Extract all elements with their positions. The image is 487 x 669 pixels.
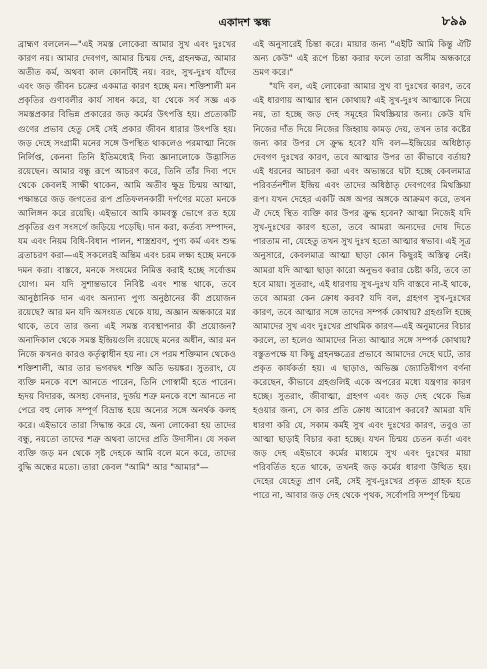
text-columns xyxy=(18,38,471,503)
page-header xyxy=(18,10,471,32)
paragraph: ব্রাহ্মণ বললেন—"এই সমস্ত লোকেরা আমার সুখ এবং দুঃখের কারণ নয়। আমার দেবগণ, আমার চিন্ময় দেহ, গ্রহনক্ষত্র, আমার অতীত কর্ম, অথবা কাল কোনটিই নয়। বরং, সুখ-দুঃখ যাঁদের এবং জড় জীবন চক্রের একমাত্র কারণ হচ্ছে মন। শক্তিশালী মন প্রকৃতির গুণাবলীর কার্য সাধন করে, যা থেকে সর্ব সজ্ঞ এক সমস্তপ্রকার বিভিন্ন প্রকারের জড় কর্মের উৎপত্তি হয়। প্রত্যেকটি গুণের প্রভাব হেতু সেই সেই প্রকার জীবন ধারার উৎপত্তি হয়। জড় দেহে সংগ্রামী মনের সঙ্গে উপস্থিত থাকলেও পরমাত্মা নিজে নির্লিপ্ত, কেননা তিনি ইতিমধ্যেই দিব্য জ্ঞানালোকে উদ্ভাসিত রয়েছেন। আমার বন্ধু রূপে আচরণ করে, তিনি তাঁর দিব্য পদে থেকে কেবলই সাক্ষী থাকেন, আমি অতীব ক্ষুদ্র চিন্ময় আত্মা, পক্ষান্তরে জড় জগতের রূপ প্রতিফলনকারী দর্পণের মতো মনকে আলিঙ্গন করে রয়েছি। এইভাবে আমি কামবস্তু ভোগে রত হয়ে প্রকৃতির গুণ সংসর্গে জড়িয়ে পড়েছি। দান করা, কর্তব্য সম্পাদন, যম এবং নিয়ম বিধি-বিধান পালন, শাস্ত্রশ্রবণ, পুণ্য কর্ম এবং শুদ্ধ ব্রতাচরণ করা—এই সকলেরই অন্তিম এবং চরম লক্ষ্য হচ্ছে মনকে দমন করা। বাস্তবে, মনকে সংযমের নিমিত্ত করাই হচ্ছে সর্বোত্তম যোগ। মন যদি সুশান্তভাবে নিবিষ্ট এবং শান্ত থাকে, তবে আনুষ্ঠানিক দান এবং অন্যান্য পুণ্য অনুষ্ঠানের কী প্রয়োজন রয়েছে? আর মন যদি অসংযত থেকে যায়, অজ্ঞান অন্ধকারে মগ্ন থাকে, তবে তার জন্য এই সমস্ত ব্যবস্থাপনার কী প্রয়োজন? অনাদিকাল থেকে সমস্ত ইন্দ্রিয়গুলি রয়েছে মনের অধীন, আর মন নিজে কখনও কারও কর্তৃত্বাধীন হয় না। সে পরম শক্তিমান থেকেও শক্তিশালী, আর তার ভগবদ্বৎ শক্তি অতি ভয়ঙ্কর। সুতরাং, যে ব্যক্তি মনকে বশে আনতে পারেন, তিনি গোস্বামী হতে পারেন। হৃদয় বিদারক, অসহ্য বেদনার, দুর্জয় শত্রু মনকে বশে আনতে না পেরে বহু লোক সম্পূর্ণ বিভ্রান্ত হয়ে অন্যের সঙ্গে অনর্থক কলহ করে। এইভাবে তারা সিদ্ধান্ত করে যে, অন্য লোকেরা হয় তাদের বন্ধু, নয়তো তাদের শত্রু অথবা তাদের প্রতি উদাসীন। যে সকল ব্যক্তি জড় মন থেকে সৃষ্ট দেহকে আমি বলে মনে করে, তাদের বুদ্ধি অন্ধের মতো। তারা কেবল "আমি" আর "আমার"— xyxy=(18,40,236,473)
left-column xyxy=(18,38,236,503)
paragraph: "যদি বল, এই লোকেরা আমার সুখ বা দুঃখের কারণ, তবে এই ধারণায় আত্মার স্থান কোথায়? এই সুখ-দুঃখ আত্মাকে নিয়ে নয়, তা হচ্ছে জড় দেহ সমূহের মিথস্ক্রিয়ার জন্য। কেউ যদি নিজের দাঁত দিয়ে নিজের জিহ্বায় কামড় দেয়, তখন তার কষ্টের জন্য কার উপর সে ক্রুদ্ধ হবে? যদি বল—ইন্দ্রিয়ের অধিষ্ঠাতৃ দেবগণ দুঃখের কারণ, তবে আত্মার উপর তা কীভাবে বর্তায়? এই ধরনের আচরণ করা এবং অভ্যন্তরে ঘটা হচ্ছে কেবলমাত্র পরিবর্তনশীল ইন্দ্রিয় এবং তাদের অধিষ্ঠাতৃ দেবগণের মিথস্ক্রিয়া রূপ। যখন দেহের একটি অঙ্গ অপর অঙ্গকে আক্রমণ করে, তখন ঐ দেহে স্থিত ব্যক্তি কার উপর ক্রুদ্ধ হবেন? আত্মা নিজেই যদি সুখ-দুঃখের কারণ হতো, তবে আমরা অন্যদের দোষ দিতে পারতাম না, যেহেতু তখন সুখ দুঃখ হতো আত্মার স্বভাব। এই সূত্র অনুসারে, কেবলমাত্র আত্মা ছাড়া কোন কিছুরই অস্তিত্ব নেই। আমরা যদি আত্মা ছাড়া কারো অনুভব করার চেষ্টা করি, তবে তা হবে মায়া। সুতরাং, এই ধারণায় সুখ-দুঃখ যদি বাস্তবে না-ই থাকে, তবে আমরা কেন ক্রোধ করব? যদি বল, গ্রহগণ সুখ-দুঃখের কারণ, তবে আত্মার সঙ্গে তাদের সম্পর্ক কোথায়? গ্রহগুলি হচ্ছে আমাদের সুখ এবং দুঃখের প্রাথমিক কারণ—এই অনুমানের বিচার করলে, তা হলেও আমাদের নিত্য আত্মার সঙ্গে সম্পর্ক কোথায়? বস্তুতপক্ষে যা কিছু গ্রহনক্ষত্রের প্রভাবে আমাদের দেহে ঘটে, তার প্রকৃত কার্যকর্তা হয়। এ ছাড়াও, অভিজ্ঞ জ্যোতিষীগণ বর্ণনা করেছেন, কীভাবে গ্রহগুলিই একে অপরের মধ্যে যন্ত্রণার কারণ হচ্ছে। সুতরাং, জীবাত্মা, গ্রহগণ এবং জড় দেহ থেকে ভিন্ন হওয়ার জন্য, সে কার প্রতি ক্রোধ আরোপ করবে? আমরা যদি ধারণা করি যে, সকাম কর্মই সুখ এবং দুঃখের কারণ, তবুও তা আত্মা ছাড়াই বিচার করা হচ্ছে। যখন চিন্ময় চেতন কর্তা এবং জড় দেহ এইভাবে কর্মের মাধ্যমে সুখ এবং দুঃখের মায়া পরিবর্তিত হতে থাকে, তখনই জড় কর্মের ধারণা উত্থিত হয়। দেহের যেহেতু প্রাণ নেই, সেই সুখ-দুঃখের প্রকৃত গ্রাহক হতে পারে না, আবার জড় দেহ থেকে পৃথক, সর্বোপরি সম্পূর্ণ চিন্ময় xyxy=(253,82,471,501)
page-number: ৮৯৯ xyxy=(441,14,467,29)
running-title: একাদশ স্কন্ধ xyxy=(218,16,271,29)
right-column xyxy=(253,38,471,503)
paragraph: এই অনুসারেই চিন্তা করে। মায়ার জন্য "এইটি আমি কিন্তু ঐটি অন্য কেউ" এই রূপে চিন্তা করার ফলে তারা অসীম অন্ধকারে ভ্রমণ করে।" xyxy=(253,40,471,79)
